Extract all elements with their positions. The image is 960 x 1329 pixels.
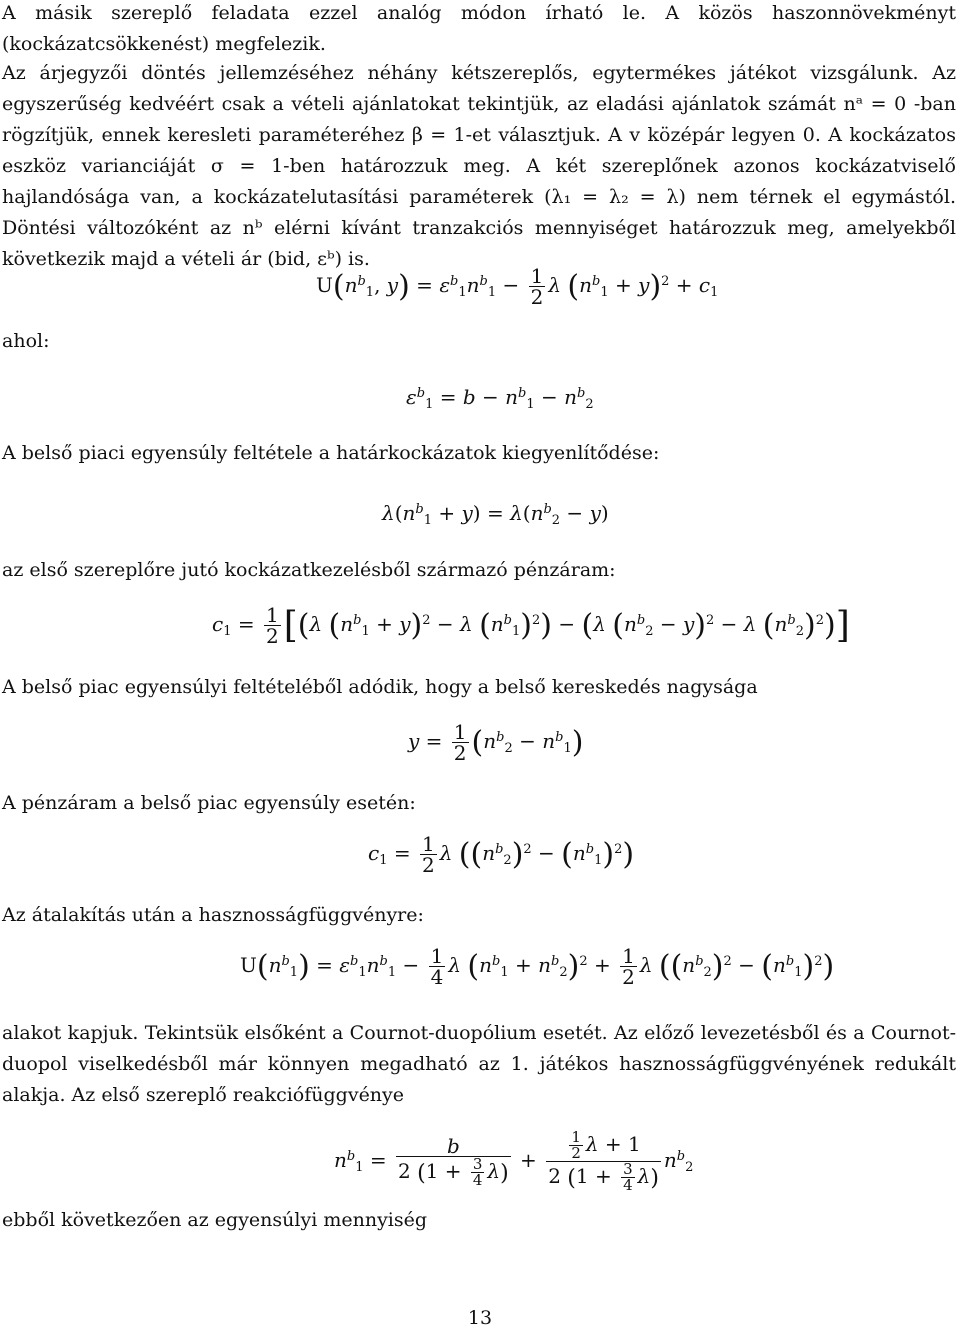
paragraph-equilibrium-condition: A belső piaci egyensúly feltétele a határkockázatok kiegyenlítődése: [2, 442, 660, 464]
label-ahol: ahol: [2, 330, 50, 352]
equation-bid: $\varepsilon^b_1 = b - n^b_1 - n^b_2$ [406, 385, 594, 412]
paragraph-equilibrium-quantity: ebből következően az egyensúlyi mennyiség [2, 1209, 428, 1231]
equation-trade-size: y = $\frac{1}{2}$ $(n^b_2 - n^b_1)$ [408, 720, 584, 765]
paragraph-intro: A másik szereplő feladata ezzel analóg módon írható le. A közös haszonnövekményt (kockázatcsökkenést) megfelezik. [2, 2, 956, 55]
paragraph-setup: Az árjegyzői döntés jellemzéséhez néhány kétszereplős, egytermékes játékot vizsgálunk. Az egyszerűség kedvéért csak a vételi ajánlatokat tekintjük, az eladási ajánlatok számát nᵃ = 0 -ban rögzítjük, ennek keresleti paraméteréhez β = 1-et választjuk. A v középár legyen 0. A kockázatos eszköz varianciáját σ = 1-ben határozzuk meg. A két szereplőnek azonos kockázatviselő hajlandósága van, a kockázatelutasítási paraméterek (λ₁ = λ₂ = λ) nem térnek el egymástól. Döntési változóként az nᵇ elérni kívánt tranzakciós mennyiséget határozzuk meg, amelyekből következik majd a vételi ár (bid, εᵇ) is. [2, 62, 956, 270]
paragraph-cashflow: az első szereplőre jutó kockázatkezelésből származó pénzáram: [2, 559, 616, 581]
equation-cashflow-equilibrium: $c_1$ = $\frac{1}{2}$ λ $((n^b_2)^2 - (n^b_1)^2)$ [368, 832, 635, 877]
paragraph-internal-trade: A belső piac egyensúlyi feltételéből adódik, hogy a belső kereskedés nagysága [2, 676, 758, 698]
equation-cashflow: $c_1$ = $\frac{1}{2}$ [(λ $(n^b_1 + y)^2 - \lambda$ $(n^b_1)^2) - (\lambda$ $(n^b_2 - y)^2 - \lambda$ $(n^b_2)^2$)] [212, 603, 850, 648]
equation-utility: $U(n^b_1$, $y) = \varepsilon^b_1n^b_1$ − $\frac{1}{2}$ λ $(n^b_1 + y)^2 + c_1$ [316, 264, 719, 309]
paragraph-cournot: alakot kapjuk. Tekintsük elsőként a Cournot-duopólium esetét. Az előző levezetésből és a Cournot-duopol viselkedésből már könnyen megadható az 1. játékos hasznosságfüggvényének redukált alakja. Az első szereplő reakciófüggvénye [2, 1022, 956, 1106]
page-number: 13 [467, 1307, 493, 1329]
paragraph-cashflow-equilibrium: A pénzáram a belső piac egyensúly esetén: [2, 792, 416, 814]
equation-utility-transformed: $U(n^b_1) = \varepsilon^b_1n^b_1$ − $\frac{1}{4}$ λ $(n^b_1 + n^b_2)^2$ + $\frac{1}{2}$ λ $((n^b_2)^2 - (n^b_1)^2)$ [240, 944, 835, 989]
equation-marginal-risk: $\lambda(n^b_1 + y) = \lambda(n^b_2 - y)$ [382, 501, 609, 528]
paragraph-transformation: Az átalakítás után a hasznosságfüggvényre: [2, 904, 424, 926]
equation-reaction-function: $n^b_1$ = b 2 (1 + $\frac{3}{4}$ λ) + $\frac{1}{2}$ λ + 1 2 (1 + $\frac{3}{4}$ λ) $n^b_2$ [334, 1128, 694, 1194]
